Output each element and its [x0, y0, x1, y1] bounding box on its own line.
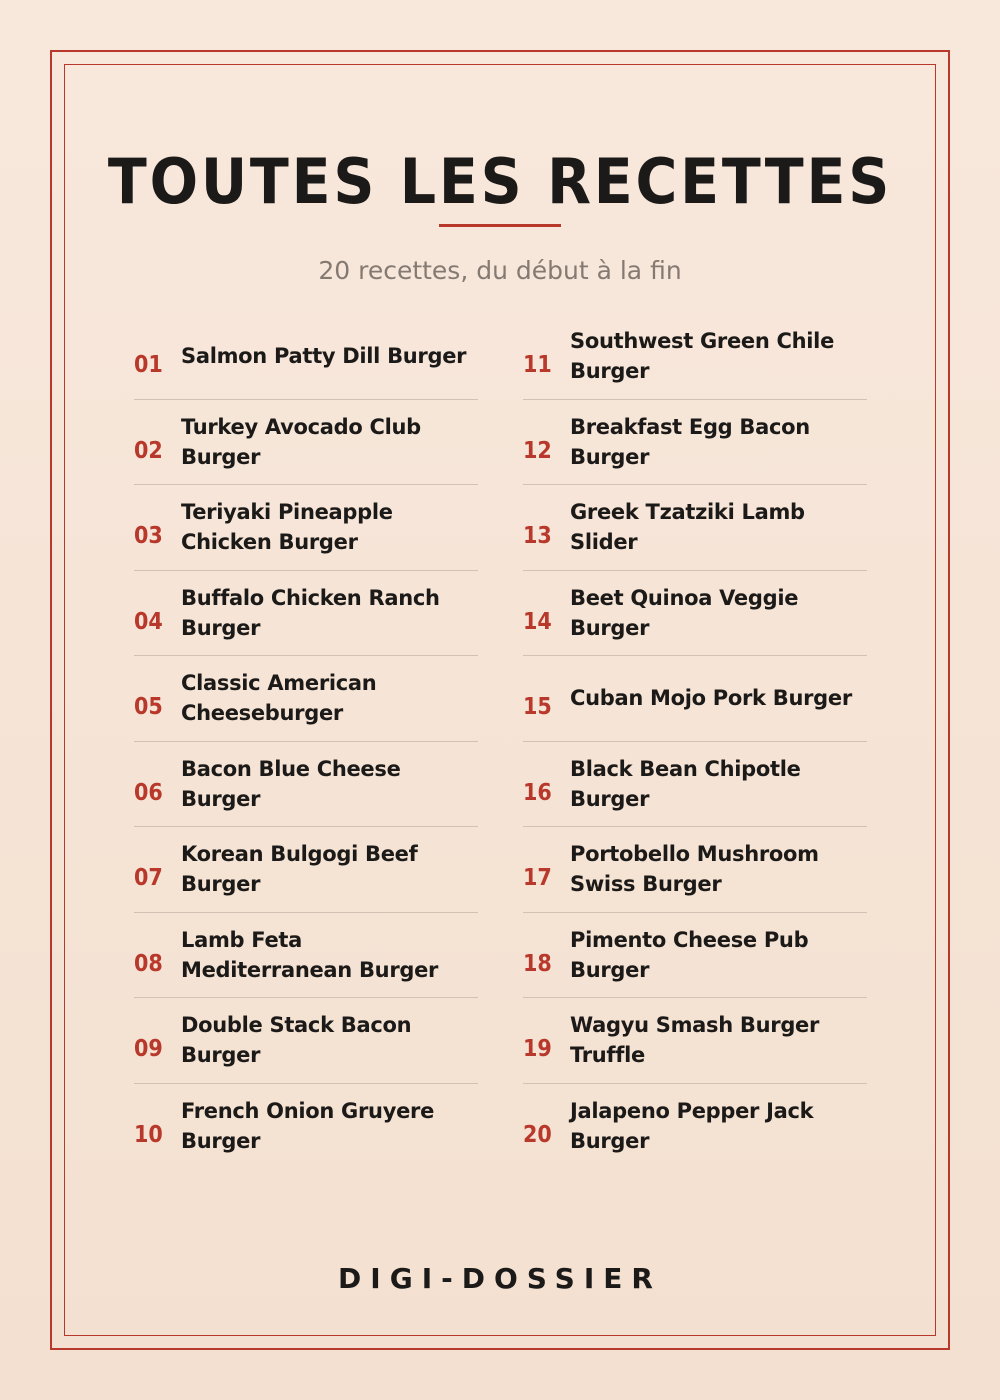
recipe-item [523, 485, 867, 571]
recipe-item [523, 571, 867, 657]
recipe-name: Teriyaki Pineapple Chicken Burger [181, 500, 393, 555]
page-subtitle: 20 recettes, du début à la fin [318, 256, 682, 285]
recipe-number: 03 [134, 523, 163, 550]
recipe-name: Buffalo Chicken Ranch Burger [181, 585, 440, 640]
recipe-number: 01 [134, 352, 163, 379]
recipe-number: 20 [523, 1122, 552, 1149]
recipe-item [523, 314, 867, 400]
footer-brand: DIGI-DOSSIER [338, 1262, 662, 1295]
recipe-name: Beet Quinoa Veggie Burger [570, 585, 799, 640]
recipe-item [134, 913, 478, 999]
recipe-item [134, 400, 478, 486]
recipe-number: 08 [134, 950, 163, 977]
recipe-item [134, 742, 478, 828]
recipe-item [134, 571, 478, 657]
recipe-name: Southwest Green Chile Burger [570, 329, 835, 384]
recipe-number: 07 [134, 865, 163, 892]
recipe-number: 02 [134, 437, 163, 464]
recipe-name: Breakfast Egg Bacon Burger [570, 414, 810, 469]
recipe-name: Cuban Mojo Pork Burger [570, 686, 852, 711]
recipe-list-left [134, 314, 478, 1169]
recipe-number: 06 [134, 779, 163, 806]
recipe-number: 17 [523, 865, 552, 892]
recipe-number: 10 [134, 1122, 163, 1149]
recipe-item [134, 827, 478, 913]
recipe-number: 09 [134, 1036, 163, 1063]
recipe-name: Double Stack Bacon Burger [181, 1013, 412, 1068]
recipe-name: Lamb Feta Mediterranean Burger [181, 927, 439, 982]
recipe-number: 13 [523, 523, 552, 550]
title-underline [439, 224, 561, 227]
recipe-number: 19 [523, 1036, 552, 1063]
recipe-item [523, 913, 867, 999]
recipe-number: 14 [523, 608, 552, 635]
recipe-name: French Onion Gruyere Burger [181, 1099, 435, 1154]
recipe-name: Greek Tzatziki Lamb Slider [570, 500, 805, 555]
recipe-list-right [523, 314, 867, 1169]
recipe-item [134, 314, 478, 400]
recipe-item [523, 998, 867, 1084]
recipe-name: Salmon Patty Dill Burger [181, 344, 467, 369]
page-title: TOUTES LES RECETTES [107, 145, 893, 218]
recipe-item [523, 400, 867, 486]
recipe-number: 11 [523, 352, 552, 379]
recipe-item [523, 1084, 867, 1170]
recipe-name: Black Bean Chipotle Burger [570, 756, 801, 811]
recipe-name: Turkey Avocado Club Burger [181, 414, 421, 469]
recipe-number: 16 [523, 779, 552, 806]
recipe-name: Jalapeno Pepper Jack Burger [570, 1099, 814, 1154]
recipe-name: Portobello Mushroom Swiss Burger [570, 842, 819, 897]
recipe-number: 12 [523, 437, 552, 464]
recipe-item [523, 827, 867, 913]
recipe-name: Classic American Cheeseburger [181, 671, 377, 726]
recipe-number: 18 [523, 950, 552, 977]
recipe-item [134, 485, 478, 571]
recipe-name: Pimento Cheese Pub Burger [570, 927, 809, 982]
recipe-name: Korean Bulgogi Beef Burger [181, 842, 418, 897]
recipe-name: Wagyu Smash Burger Truffle [570, 1013, 820, 1068]
recipe-name: Bacon Blue Cheese Burger [181, 756, 401, 811]
recipe-item [523, 742, 867, 828]
recipe-item [134, 998, 478, 1084]
recipe-item [134, 1084, 478, 1170]
recipe-item [523, 656, 867, 742]
recipe-number: 04 [134, 608, 163, 635]
recipe-number: 05 [134, 694, 163, 721]
recipe-number: 15 [523, 694, 552, 721]
recipe-item [134, 656, 478, 742]
